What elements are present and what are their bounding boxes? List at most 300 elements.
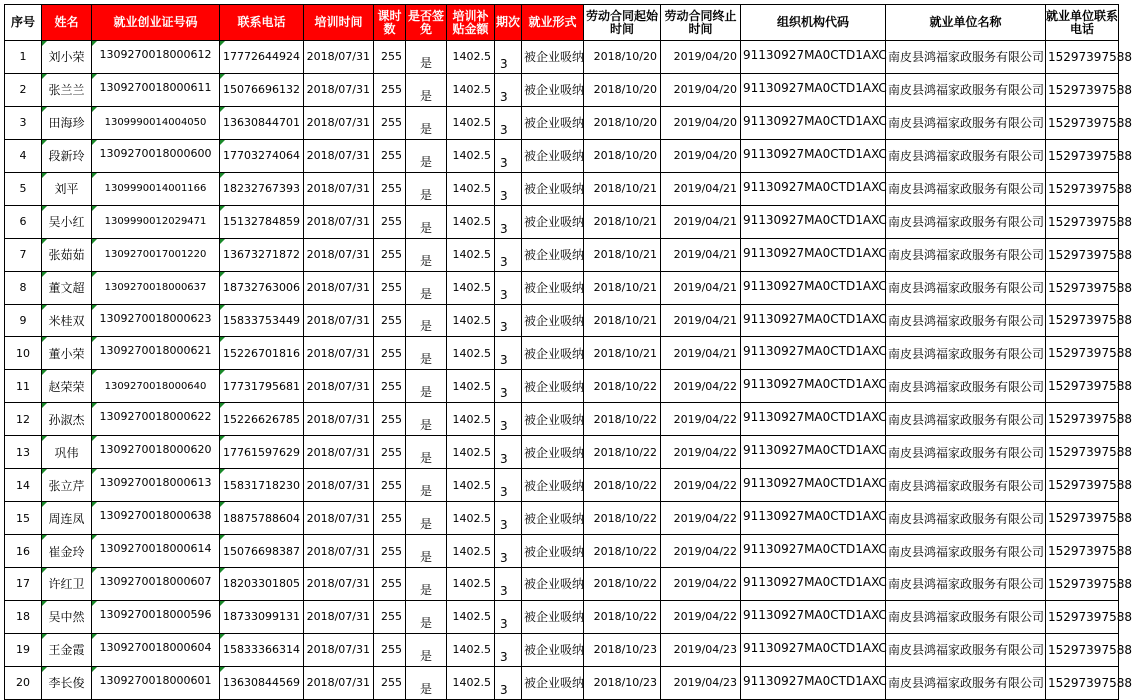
header-period[interactable]: 期次 xyxy=(495,5,522,41)
cell-phone[interactable]: 15831718230 xyxy=(220,469,304,502)
cell-sign[interactable]: 是 xyxy=(406,337,447,370)
cell-end[interactable]: 2019/04/20 xyxy=(661,73,741,106)
cell-subsidy[interactable]: 1402.5 xyxy=(447,139,495,172)
cell-start[interactable]: 2018/10/20 xyxy=(584,41,661,74)
cell-hours[interactable]: 255 xyxy=(374,271,406,304)
cell-start[interactable]: 2018/10/20 xyxy=(584,139,661,172)
cell-name[interactable]: 崔金玲 xyxy=(42,535,92,568)
cell-train-time[interactable]: 2018/07/31 xyxy=(304,600,374,633)
cell-name[interactable]: 孙淑杰 xyxy=(42,403,92,436)
cell-train-time[interactable]: 2018/07/31 xyxy=(304,172,374,205)
cell-end[interactable]: 2019/04/22 xyxy=(661,469,741,502)
cell-org-code[interactable]: 91130927MA0CTD1AXC xyxy=(741,172,886,205)
cell-unit-phone[interactable]: 15297397588 xyxy=(1046,403,1119,436)
cell-form[interactable]: 被企业吸纳 xyxy=(522,469,584,502)
cell-sign[interactable]: 是 xyxy=(406,403,447,436)
cell-end[interactable]: 2019/04/22 xyxy=(661,436,741,469)
cell-start[interactable]: 2018/10/22 xyxy=(584,568,661,601)
cell-org-code[interactable]: 91130927MA0CTD1AXC xyxy=(741,370,886,403)
cell-form[interactable]: 被企业吸纳 xyxy=(522,73,584,106)
cell-unit[interactable]: 南皮县鸿福家政服务有限公司 xyxy=(886,403,1046,436)
cell-hours[interactable]: 255 xyxy=(374,73,406,106)
cell-org-code[interactable]: 91130927MA0CTD1AXC xyxy=(741,666,886,699)
cell-phone[interactable]: 15132784859 xyxy=(220,205,304,238)
cell-sign[interactable]: 是 xyxy=(406,172,447,205)
cell-seq[interactable]: 4 xyxy=(5,139,42,172)
cell-org-code[interactable]: 91130927MA0CTD1AXC xyxy=(741,568,886,601)
header-unit-phone[interactable]: 就业单位联系电话 xyxy=(1046,5,1119,41)
cell-name[interactable]: 张兰兰 xyxy=(42,73,92,106)
cell-cert[interactable]: 1309270018000612 xyxy=(92,41,220,74)
cell-org-code[interactable]: 91130927MA0CTD1AXC xyxy=(741,106,886,139)
cell-subsidy[interactable]: 1402.5 xyxy=(447,666,495,699)
cell-start[interactable]: 2018/10/21 xyxy=(584,238,661,271)
cell-phone[interactable]: 17772644924 xyxy=(220,41,304,74)
header-seq[interactable]: 序号 xyxy=(5,5,42,41)
cell-form[interactable]: 被企业吸纳 xyxy=(522,403,584,436)
cell-end[interactable]: 2019/04/22 xyxy=(661,600,741,633)
cell-end[interactable]: 2019/04/22 xyxy=(661,568,741,601)
cell-end[interactable]: 2019/04/20 xyxy=(661,139,741,172)
cell-form[interactable]: 被企业吸纳 xyxy=(522,535,584,568)
cell-seq[interactable]: 12 xyxy=(5,403,42,436)
cell-period[interactable]: 3 xyxy=(495,535,522,568)
cell-unit[interactable]: 南皮县鸿福家政服务有限公司 xyxy=(886,568,1046,601)
cell-period[interactable]: 3 xyxy=(495,666,522,699)
cell-train-time[interactable]: 2018/07/31 xyxy=(304,106,374,139)
cell-end[interactable]: 2019/04/22 xyxy=(661,370,741,403)
cell-unit-phone[interactable]: 15297397588 xyxy=(1046,238,1119,271)
cell-period[interactable]: 3 xyxy=(495,172,522,205)
cell-sign[interactable]: 是 xyxy=(406,106,447,139)
cell-unit-phone[interactable]: 15297397588 xyxy=(1046,304,1119,337)
cell-end[interactable]: 2019/04/21 xyxy=(661,304,741,337)
cell-org-code[interactable]: 91130927MA0CTD1AXC xyxy=(741,271,886,304)
cell-name[interactable]: 许红卫 xyxy=(42,568,92,601)
cell-unit[interactable]: 南皮县鸿福家政服务有限公司 xyxy=(886,172,1046,205)
cell-seq[interactable]: 2 xyxy=(5,73,42,106)
cell-train-time[interactable]: 2018/07/31 xyxy=(304,41,374,74)
cell-subsidy[interactable]: 1402.5 xyxy=(447,205,495,238)
cell-start[interactable]: 2018/10/23 xyxy=(584,666,661,699)
cell-form[interactable]: 被企业吸纳 xyxy=(522,633,584,666)
cell-train-time[interactable]: 2018/07/31 xyxy=(304,337,374,370)
cell-period[interactable]: 3 xyxy=(495,106,522,139)
cell-cert[interactable]: 1309270018000637 xyxy=(92,271,220,304)
cell-seq[interactable]: 14 xyxy=(5,469,42,502)
cell-hours[interactable]: 255 xyxy=(374,205,406,238)
cell-cert[interactable]: 1309270018000640 xyxy=(92,370,220,403)
cell-subsidy[interactable]: 1402.5 xyxy=(447,238,495,271)
header-hours[interactable]: 课时数 xyxy=(374,5,406,41)
cell-name[interactable]: 刘小荣 xyxy=(42,41,92,74)
cell-start[interactable]: 2018/10/22 xyxy=(584,469,661,502)
cell-cert[interactable]: 1309990012029471 xyxy=(92,205,220,238)
cell-name[interactable]: 周连凤 xyxy=(42,502,92,535)
cell-start[interactable]: 2018/10/20 xyxy=(584,73,661,106)
cell-period[interactable]: 3 xyxy=(495,436,522,469)
cell-unit-phone[interactable]: 15297397588 xyxy=(1046,568,1119,601)
header-unit[interactable]: 就业单位名称 xyxy=(886,5,1046,41)
cell-unit-phone[interactable]: 15297397588 xyxy=(1046,370,1119,403)
cell-phone[interactable]: 15076698387 xyxy=(220,535,304,568)
cell-form[interactable]: 被企业吸纳 xyxy=(522,337,584,370)
cell-sign[interactable]: 是 xyxy=(406,205,447,238)
cell-period[interactable]: 3 xyxy=(495,403,522,436)
cell-seq[interactable]: 9 xyxy=(5,304,42,337)
cell-hours[interactable]: 255 xyxy=(374,403,406,436)
cell-cert[interactable]: 1309270018000638 xyxy=(92,502,220,535)
cell-phone[interactable]: 18875788604 xyxy=(220,502,304,535)
cell-end[interactable]: 2019/04/21 xyxy=(661,205,741,238)
cell-subsidy[interactable]: 1402.5 xyxy=(447,568,495,601)
cell-end[interactable]: 2019/04/23 xyxy=(661,633,741,666)
header-phone[interactable]: 联系电话 xyxy=(220,5,304,41)
cell-train-time[interactable]: 2018/07/31 xyxy=(304,666,374,699)
cell-train-time[interactable]: 2018/07/31 xyxy=(304,139,374,172)
cell-end[interactable]: 2019/04/23 xyxy=(661,666,741,699)
cell-org-code[interactable]: 91130927MA0CTD1AXC xyxy=(741,205,886,238)
cell-start[interactable]: 2018/10/22 xyxy=(584,600,661,633)
cell-cert[interactable]: 1309270018000601 xyxy=(92,666,220,699)
cell-name[interactable]: 张茹茹 xyxy=(42,238,92,271)
cell-unit-phone[interactable]: 15297397588 xyxy=(1046,205,1119,238)
cell-unit[interactable]: 南皮县鸿福家政服务有限公司 xyxy=(886,73,1046,106)
cell-form[interactable]: 被企业吸纳 xyxy=(522,139,584,172)
cell-sign[interactable]: 是 xyxy=(406,535,447,568)
cell-sign[interactable]: 是 xyxy=(406,666,447,699)
cell-start[interactable]: 2018/10/21 xyxy=(584,172,661,205)
cell-seq[interactable]: 17 xyxy=(5,568,42,601)
cell-hours[interactable]: 255 xyxy=(374,370,406,403)
cell-train-time[interactable]: 2018/07/31 xyxy=(304,73,374,106)
cell-sign[interactable]: 是 xyxy=(406,271,447,304)
cell-train-time[interactable]: 2018/07/31 xyxy=(304,633,374,666)
cell-phone[interactable]: 18733099131 xyxy=(220,600,304,633)
cell-hours[interactable]: 255 xyxy=(374,106,406,139)
cell-name[interactable]: 赵荣荣 xyxy=(42,370,92,403)
cell-seq[interactable]: 18 xyxy=(5,600,42,633)
cell-hours[interactable]: 255 xyxy=(374,337,406,370)
cell-hours[interactable]: 255 xyxy=(374,469,406,502)
cell-end[interactable]: 2019/04/20 xyxy=(661,41,741,74)
cell-name[interactable]: 李长俊 xyxy=(42,666,92,699)
cell-hours[interactable]: 255 xyxy=(374,238,406,271)
cell-unit-phone[interactable]: 15297397588 xyxy=(1046,469,1119,502)
cell-org-code[interactable]: 91130927MA0CTD1AXC xyxy=(741,41,886,74)
cell-subsidy[interactable]: 1402.5 xyxy=(447,469,495,502)
cell-hours[interactable]: 255 xyxy=(374,304,406,337)
cell-unit-phone[interactable]: 15297397588 xyxy=(1046,271,1119,304)
cell-hours[interactable]: 255 xyxy=(374,633,406,666)
cell-phone[interactable]: 18232767393 xyxy=(220,172,304,205)
cell-org-code[interactable]: 91130927MA0CTD1AXC xyxy=(741,337,886,370)
cell-form[interactable]: 被企业吸纳 xyxy=(522,502,584,535)
cell-hours[interactable]: 255 xyxy=(374,568,406,601)
cell-phone[interactable]: 15076696132 xyxy=(220,73,304,106)
cell-sign[interactable]: 是 xyxy=(406,502,447,535)
cell-sign[interactable]: 是 xyxy=(406,41,447,74)
cell-hours[interactable]: 255 xyxy=(374,600,406,633)
cell-start[interactable]: 2018/10/23 xyxy=(584,633,661,666)
cell-period[interactable]: 3 xyxy=(495,271,522,304)
cell-start[interactable]: 2018/10/22 xyxy=(584,403,661,436)
cell-org-code[interactable]: 91130927MA0CTD1AXC xyxy=(741,600,886,633)
cell-unit[interactable]: 南皮县鸿福家政服务有限公司 xyxy=(886,535,1046,568)
cell-start[interactable]: 2018/10/20 xyxy=(584,106,661,139)
cell-form[interactable]: 被企业吸纳 xyxy=(522,370,584,403)
header-start[interactable]: 劳动合同起始时间 xyxy=(584,5,661,41)
cell-org-code[interactable]: 91130927MA0CTD1AXC xyxy=(741,403,886,436)
cell-name[interactable]: 段新玲 xyxy=(42,139,92,172)
cell-form[interactable]: 被企业吸纳 xyxy=(522,106,584,139)
cell-phone[interactable]: 18203301805 xyxy=(220,568,304,601)
cell-form[interactable]: 被企业吸纳 xyxy=(522,304,584,337)
cell-seq[interactable]: 15 xyxy=(5,502,42,535)
cell-unit[interactable]: 南皮县鸿福家政服务有限公司 xyxy=(886,106,1046,139)
cell-unit[interactable]: 南皮县鸿福家政服务有限公司 xyxy=(886,238,1046,271)
cell-start[interactable]: 2018/10/21 xyxy=(584,304,661,337)
cell-subsidy[interactable]: 1402.5 xyxy=(447,436,495,469)
cell-period[interactable]: 3 xyxy=(495,337,522,370)
cell-end[interactable]: 2019/04/21 xyxy=(661,337,741,370)
cell-cert[interactable]: 1309270018000611 xyxy=(92,73,220,106)
cell-sign[interactable]: 是 xyxy=(406,370,447,403)
cell-hours[interactable]: 255 xyxy=(374,41,406,74)
cell-org-code[interactable]: 91130927MA0CTD1AXC xyxy=(741,469,886,502)
cell-unit[interactable]: 南皮县鸿福家政服务有限公司 xyxy=(886,666,1046,699)
cell-start[interactable]: 2018/10/22 xyxy=(584,436,661,469)
cell-seq[interactable]: 11 xyxy=(5,370,42,403)
cell-unit[interactable]: 南皮县鸿福家政服务有限公司 xyxy=(886,271,1046,304)
header-end[interactable]: 劳动合同终止时间 xyxy=(661,5,741,41)
header-sign[interactable]: 是否签免 xyxy=(406,5,447,41)
cell-cert[interactable]: 1309990014001166 xyxy=(92,172,220,205)
cell-seq[interactable]: 6 xyxy=(5,205,42,238)
cell-phone[interactable]: 13630844701 xyxy=(220,106,304,139)
cell-cert[interactable]: 1309270018000614 xyxy=(92,535,220,568)
header-cert[interactable]: 就业创业证号码 xyxy=(92,5,220,41)
cell-end[interactable]: 2019/04/22 xyxy=(661,502,741,535)
cell-start[interactable]: 2018/10/22 xyxy=(584,370,661,403)
cell-end[interactable]: 2019/04/21 xyxy=(661,172,741,205)
cell-cert[interactable]: 1309270018000604 xyxy=(92,633,220,666)
cell-subsidy[interactable]: 1402.5 xyxy=(447,172,495,205)
cell-seq[interactable]: 13 xyxy=(5,436,42,469)
cell-seq[interactable]: 20 xyxy=(5,666,42,699)
cell-seq[interactable]: 1 xyxy=(5,41,42,74)
cell-phone[interactable]: 17731795681 xyxy=(220,370,304,403)
cell-subsidy[interactable]: 1402.5 xyxy=(447,41,495,74)
cell-name[interactable]: 王金霞 xyxy=(42,633,92,666)
cell-period[interactable]: 3 xyxy=(495,370,522,403)
cell-phone[interactable]: 17761597629 xyxy=(220,436,304,469)
cell-name[interactable]: 米桂双 xyxy=(42,304,92,337)
cell-subsidy[interactable]: 1402.5 xyxy=(447,600,495,633)
cell-hours[interactable]: 255 xyxy=(374,535,406,568)
cell-cert[interactable]: 1309270018000607 xyxy=(92,568,220,601)
cell-unit[interactable]: 南皮县鸿福家政服务有限公司 xyxy=(886,436,1046,469)
cell-end[interactable]: 2019/04/21 xyxy=(661,271,741,304)
cell-name[interactable]: 张立芹 xyxy=(42,469,92,502)
cell-train-time[interactable]: 2018/07/31 xyxy=(304,205,374,238)
cell-train-time[interactable]: 2018/07/31 xyxy=(304,469,374,502)
cell-period[interactable]: 3 xyxy=(495,568,522,601)
cell-cert[interactable]: 1309270017001220 xyxy=(92,238,220,271)
cell-hours[interactable]: 255 xyxy=(374,172,406,205)
cell-name[interactable]: 刘平 xyxy=(42,172,92,205)
cell-org-code[interactable]: 91130927MA0CTD1AXC xyxy=(741,238,886,271)
cell-cert[interactable]: 1309270018000623 xyxy=(92,304,220,337)
cell-unit[interactable]: 南皮县鸿福家政服务有限公司 xyxy=(886,469,1046,502)
cell-train-time[interactable]: 2018/07/31 xyxy=(304,304,374,337)
cell-unit[interactable]: 南皮县鸿福家政服务有限公司 xyxy=(886,633,1046,666)
header-train-time[interactable]: 培训时间 xyxy=(304,5,374,41)
cell-period[interactable]: 3 xyxy=(495,205,522,238)
cell-seq[interactable]: 10 xyxy=(5,337,42,370)
cell-name[interactable]: 吴中然 xyxy=(42,600,92,633)
cell-org-code[interactable]: 91130927MA0CTD1AXC xyxy=(741,73,886,106)
cell-period[interactable]: 3 xyxy=(495,304,522,337)
cell-subsidy[interactable]: 1402.5 xyxy=(447,633,495,666)
cell-form[interactable]: 被企业吸纳 xyxy=(522,41,584,74)
cell-start[interactable]: 2018/10/22 xyxy=(584,535,661,568)
cell-phone[interactable]: 18732763006 xyxy=(220,271,304,304)
cell-period[interactable]: 3 xyxy=(495,600,522,633)
cell-form[interactable]: 被企业吸纳 xyxy=(522,568,584,601)
cell-period[interactable]: 3 xyxy=(495,139,522,172)
cell-end[interactable]: 2019/04/20 xyxy=(661,106,741,139)
cell-subsidy[interactable]: 1402.5 xyxy=(447,370,495,403)
cell-subsidy[interactable]: 1402.5 xyxy=(447,535,495,568)
cell-sign[interactable]: 是 xyxy=(406,304,447,337)
cell-cert[interactable]: 1309270018000621 xyxy=(92,337,220,370)
cell-sign[interactable]: 是 xyxy=(406,139,447,172)
cell-form[interactable]: 被企业吸纳 xyxy=(522,238,584,271)
cell-form[interactable]: 被企业吸纳 xyxy=(522,205,584,238)
cell-name[interactable]: 巩伟 xyxy=(42,436,92,469)
cell-cert[interactable]: 1309990014004050 xyxy=(92,106,220,139)
cell-hours[interactable]: 255 xyxy=(374,502,406,535)
cell-end[interactable]: 2019/04/21 xyxy=(661,238,741,271)
cell-train-time[interactable]: 2018/07/31 xyxy=(304,502,374,535)
cell-unit-phone[interactable]: 15297397588 xyxy=(1046,535,1119,568)
cell-train-time[interactable]: 2018/07/31 xyxy=(304,436,374,469)
cell-period[interactable]: 3 xyxy=(495,41,522,74)
cell-period[interactable]: 3 xyxy=(495,73,522,106)
cell-org-code[interactable]: 91130927MA0CTD1AXC xyxy=(741,436,886,469)
cell-unit-phone[interactable]: 15297397588 xyxy=(1046,436,1119,469)
cell-train-time[interactable]: 2018/07/31 xyxy=(304,370,374,403)
cell-period[interactable]: 3 xyxy=(495,633,522,666)
cell-unit-phone[interactable]: 15297397588 xyxy=(1046,502,1119,535)
cell-seq[interactable]: 5 xyxy=(5,172,42,205)
cell-phone[interactable]: 15226626785 xyxy=(220,403,304,436)
cell-seq[interactable]: 16 xyxy=(5,535,42,568)
cell-subsidy[interactable]: 1402.5 xyxy=(447,304,495,337)
cell-end[interactable]: 2019/04/22 xyxy=(661,403,741,436)
cell-org-code[interactable]: 91130927MA0CTD1AXC xyxy=(741,633,886,666)
cell-unit[interactable]: 南皮县鸿福家政服务有限公司 xyxy=(886,304,1046,337)
cell-start[interactable]: 2018/10/22 xyxy=(584,502,661,535)
cell-unit[interactable]: 南皮县鸿福家政服务有限公司 xyxy=(886,205,1046,238)
cell-sign[interactable]: 是 xyxy=(406,436,447,469)
cell-org-code[interactable]: 91130927MA0CTD1AXC xyxy=(741,139,886,172)
cell-phone[interactable]: 17703274064 xyxy=(220,139,304,172)
cell-hours[interactable]: 255 xyxy=(374,666,406,699)
cell-seq[interactable]: 19 xyxy=(5,633,42,666)
cell-period[interactable]: 3 xyxy=(495,469,522,502)
cell-train-time[interactable]: 2018/07/31 xyxy=(304,271,374,304)
cell-org-code[interactable]: 91130927MA0CTD1AXC xyxy=(741,535,886,568)
cell-seq[interactable]: 7 xyxy=(5,238,42,271)
cell-unit[interactable]: 南皮县鸿福家政服务有限公司 xyxy=(886,502,1046,535)
cell-unit-phone[interactable]: 15297397588 xyxy=(1046,600,1119,633)
cell-cert[interactable]: 1309270018000596 xyxy=(92,600,220,633)
cell-sign[interactable]: 是 xyxy=(406,600,447,633)
cell-subsidy[interactable]: 1402.5 xyxy=(447,337,495,370)
cell-form[interactable]: 被企业吸纳 xyxy=(522,271,584,304)
header-name[interactable]: 姓名 xyxy=(42,5,92,41)
cell-org-code[interactable]: 91130927MA0CTD1AXC xyxy=(741,502,886,535)
cell-seq[interactable]: 8 xyxy=(5,271,42,304)
cell-unit-phone[interactable]: 15297397588 xyxy=(1046,73,1119,106)
cell-unit[interactable]: 南皮县鸿福家政服务有限公司 xyxy=(886,139,1046,172)
cell-name[interactable]: 董文超 xyxy=(42,271,92,304)
cell-subsidy[interactable]: 1402.5 xyxy=(447,403,495,436)
cell-phone[interactable]: 15226701816 xyxy=(220,337,304,370)
cell-name[interactable]: 田海珍 xyxy=(42,106,92,139)
cell-end[interactable]: 2019/04/22 xyxy=(661,535,741,568)
header-subsidy[interactable]: 培训补贴金额 xyxy=(447,5,495,41)
header-form[interactable]: 就业形式 xyxy=(522,5,584,41)
cell-unit-phone[interactable]: 15297397588 xyxy=(1046,337,1119,370)
cell-hours[interactable]: 255 xyxy=(374,436,406,469)
cell-period[interactable]: 3 xyxy=(495,502,522,535)
cell-org-code[interactable]: 91130927MA0CTD1AXC xyxy=(741,304,886,337)
cell-form[interactable]: 被企业吸纳 xyxy=(522,600,584,633)
cell-cert[interactable]: 1309270018000600 xyxy=(92,139,220,172)
cell-name[interactable]: 吴小红 xyxy=(42,205,92,238)
cell-sign[interactable]: 是 xyxy=(406,238,447,271)
cell-train-time[interactable]: 2018/07/31 xyxy=(304,403,374,436)
cell-phone[interactable]: 13630844569 xyxy=(220,666,304,699)
cell-unit-phone[interactable]: 15297397588 xyxy=(1046,41,1119,74)
cell-name[interactable]: 董小荣 xyxy=(42,337,92,370)
cell-sign[interactable]: 是 xyxy=(406,568,447,601)
cell-subsidy[interactable]: 1402.5 xyxy=(447,106,495,139)
cell-cert[interactable]: 1309270018000613 xyxy=(92,469,220,502)
cell-form[interactable]: 被企业吸纳 xyxy=(522,666,584,699)
header-org-code[interactable]: 组织机构代码 xyxy=(741,5,886,41)
cell-phone[interactable]: 15833753449 xyxy=(220,304,304,337)
cell-form[interactable]: 被企业吸纳 xyxy=(522,436,584,469)
cell-phone[interactable]: 13673271872 xyxy=(220,238,304,271)
cell-unit[interactable]: 南皮县鸿福家政服务有限公司 xyxy=(886,370,1046,403)
cell-subsidy[interactable]: 1402.5 xyxy=(447,502,495,535)
cell-start[interactable]: 2018/10/21 xyxy=(584,337,661,370)
cell-period[interactable]: 3 xyxy=(495,238,522,271)
cell-cert[interactable]: 1309270018000620 xyxy=(92,436,220,469)
cell-cert[interactable]: 1309270018000622 xyxy=(92,403,220,436)
cell-sign[interactable]: 是 xyxy=(406,73,447,106)
cell-unit-phone[interactable]: 15297397588 xyxy=(1046,666,1119,699)
cell-sign[interactable]: 是 xyxy=(406,633,447,666)
cell-start[interactable]: 2018/10/21 xyxy=(584,205,661,238)
cell-train-time[interactable]: 2018/07/31 xyxy=(304,535,374,568)
cell-train-time[interactable]: 2018/07/31 xyxy=(304,568,374,601)
cell-sign[interactable]: 是 xyxy=(406,469,447,502)
